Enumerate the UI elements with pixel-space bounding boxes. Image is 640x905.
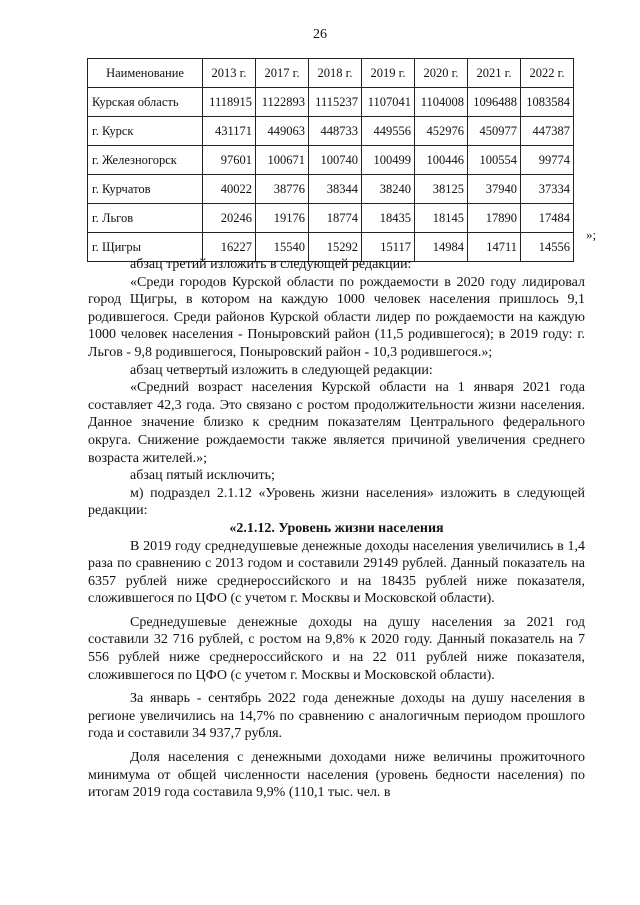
cell-value: 1107041 (362, 88, 415, 117)
column-header: 2022 г. (521, 59, 574, 88)
cell-value: 452976 (415, 117, 468, 146)
column-header: Наименование (88, 59, 203, 88)
table-row (88, 146, 574, 175)
table-header-row (88, 59, 574, 88)
cell-value: 100671 (256, 146, 309, 175)
column-header: 2019 г. (362, 59, 415, 88)
table-row (88, 175, 574, 204)
cell-value: 17484 (521, 204, 574, 233)
cell-value: 100554 (468, 146, 521, 175)
cell-value: 19176 (256, 204, 309, 233)
cell-value: 38344 (309, 175, 362, 204)
cell-value: 1083584 (521, 88, 574, 117)
cell-value: 450977 (468, 117, 521, 146)
cell-value: 1118915 (203, 88, 256, 117)
cell-value: 14556 (521, 233, 574, 262)
row-name: г. Щигры (88, 233, 203, 262)
table-closing-mark: »; (586, 227, 597, 242)
cell-value: 100499 (362, 146, 415, 175)
column-header: 2021 г. (468, 59, 521, 88)
cell-value: 16227 (203, 233, 256, 262)
paragraph: м) подраздел 2.1.12 «Уровень жизни населения» изложить в следующей редакции: (88, 485, 585, 519)
cell-value: 1122893 (256, 88, 309, 117)
cell-value: 448733 (309, 117, 362, 146)
row-name: г. Курчатов (88, 175, 203, 204)
cell-value: 37940 (468, 175, 521, 204)
cell-value: 1096488 (468, 88, 521, 117)
paragraph: За январь - сентябрь 2022 года денежные доходы на душу населения в регионе увеличились на 14,7% по сравнению с аналогичным периодом прошлого года и составили 34 937,7 рубля. (88, 691, 585, 742)
cell-value: 97601 (203, 146, 256, 175)
cell-value: 15292 (309, 233, 362, 262)
section-heading: «2.1.12. Уровень жизни населения (229, 520, 444, 536)
cell-value: 431171 (203, 117, 256, 146)
cell-value: 447387 (521, 117, 574, 146)
paragraph: «Среди городов Курской области по рождаемости в 2020 году лидировал город Щигры, в котором на каждую 1000 человек населения пришлось 9,1 родившегося. Среди районов Курской области лидер по рождаемости на каждую 1000 человек населения - Поныровский район (11,5 родившегося); в 2019 году: г. Льгов - 9,8 родившегося, Поныровский район - 10,3 родившегося.»; (88, 274, 585, 360)
cell-value: 449556 (362, 117, 415, 146)
cell-value: 18145 (415, 204, 468, 233)
paragraph: Доля населения с денежными доходами ниже величины прожиточного минимума от общей численности населения (уровень бедности населения) по итогам 2019 года составила 9,9% (110,1 тыс. чел. в (88, 750, 585, 801)
table-row (88, 117, 574, 146)
cell-value: 100740 (309, 146, 362, 175)
cell-value: 38125 (415, 175, 468, 204)
cell-value: 40022 (203, 175, 256, 204)
column-header: 2013 г. (203, 59, 256, 88)
document-body (88, 256, 585, 802)
cell-value: 37334 (521, 175, 574, 204)
cell-value: 15540 (256, 233, 309, 262)
cell-value: 1115237 (309, 88, 362, 117)
paragraph: В 2019 году среднедушевые денежные доходы населения увеличились в 1,4 раза по сравнению с 2013 годом и составили 29149 рублей. Данный показатель на 6357 рублей ниже среднероссийского и на 18435 рублей ниже показателя, сложившегося по ЦФО (с учетом г. Москвы и Московской области). (88, 538, 585, 607)
cell-value: 15117 (362, 233, 415, 262)
cell-value: 449063 (256, 117, 309, 146)
table-row (88, 204, 574, 233)
cell-value: 20246 (203, 204, 256, 233)
paragraph: Среднедушевые денежные доходы на душу населения за 2021 год составили 32 716 рублей, с ростом на 9,8% к 2020 году. Данный показатель на 7 556 рублей ниже среднероссийского и на 22 011 рублей ниже показателя, сложившегося по ЦФО (с учетом г. Москвы и Московской области). (88, 614, 585, 683)
cell-value: 17890 (468, 204, 521, 233)
page-number: 26 (313, 27, 327, 42)
row-name: г. Курск (88, 117, 203, 146)
column-header: 2020 г. (415, 59, 468, 88)
cell-value: 18435 (362, 204, 415, 233)
row-name: Курская область (88, 88, 203, 117)
paragraph: «Средний возраст населения Курской области на 1 января 2021 года составляет 42,3 года. Это связано с ростом продолжительности жизни населения. Данное значение близко к средним показателям Центрального федерального округа. Снижение рождаемости также является причиной увеличения среднего возраста жителей.»; (88, 380, 585, 466)
cell-value: 1104008 (415, 88, 468, 117)
cell-value: 18774 (309, 204, 362, 233)
paragraph: абзац четвертый изложить в следующей редакции: (130, 362, 433, 378)
row-name: г. Льгов (88, 204, 203, 233)
cell-value: 14711 (468, 233, 521, 262)
table-row (88, 88, 574, 117)
cell-value: 100446 (415, 146, 468, 175)
population-table (87, 58, 574, 262)
row-name: г. Железногорск (88, 146, 203, 175)
column-header: 2018 г. (309, 59, 362, 88)
cell-value: 14984 (415, 233, 468, 262)
paragraph: абзац пятый исключить; (130, 468, 275, 484)
cell-value: 99774 (521, 146, 574, 175)
cell-value: 38240 (362, 175, 415, 204)
paragraph: абзац третий изложить в следующей редакции: (130, 257, 412, 272)
column-header: 2017 г. (256, 59, 309, 88)
cell-value: 38776 (256, 175, 309, 204)
